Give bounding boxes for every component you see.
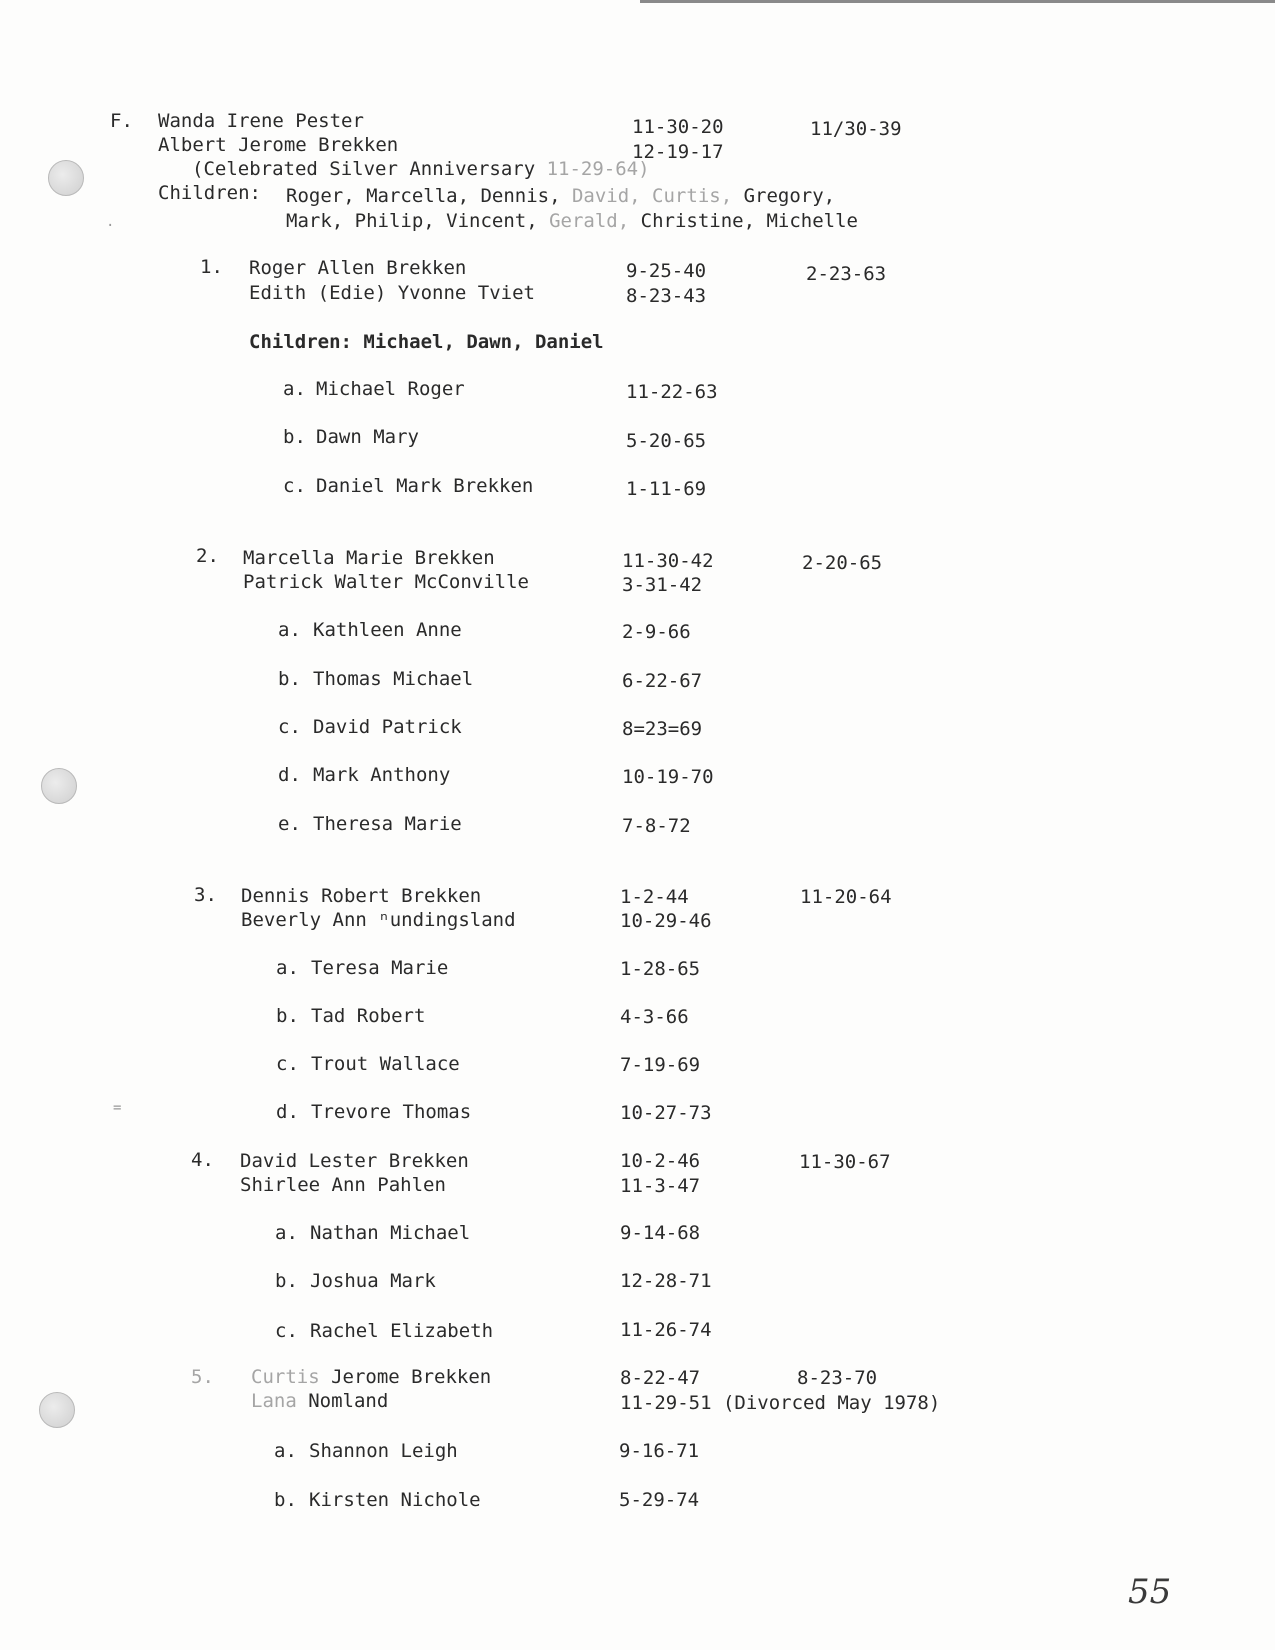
punch-hole	[41, 768, 77, 804]
family-number: 5.	[191, 1366, 214, 1388]
child-name: Rachel Elizabeth	[310, 1320, 494, 1342]
child-birth-date: 10-27-73	[620, 1102, 712, 1124]
stray-mark: =	[113, 1100, 122, 1116]
child-letter: c.	[275, 1320, 298, 1342]
child-birth-date: 10-19-70	[622, 766, 714, 788]
child-letter: a.	[283, 378, 306, 400]
child-letter: b.	[283, 426, 306, 448]
spouse-name: Edith (Edie) Yvonne Tviet	[249, 282, 535, 304]
children-line: Children: Michael, Dawn, Daniel	[249, 331, 604, 353]
child-name: Kathleen Anne	[313, 619, 462, 641]
spouse-name: Albert Jerome Brekken	[158, 134, 399, 156]
child-birth-date: 12-28-71	[620, 1270, 712, 1292]
birth-date: 9-25-40	[626, 260, 707, 282]
marriage-date: 8-23-70	[797, 1367, 878, 1389]
children-label: Children:	[158, 182, 261, 204]
child-birth-date: 9-16-71	[619, 1440, 700, 1462]
child-letter: b.	[276, 1005, 299, 1027]
birth-date: 8-23-43	[626, 285, 707, 307]
child-birth-date: 7-19-69	[620, 1054, 701, 1076]
child-name: Thomas Michael	[313, 668, 474, 690]
person-name: Wanda Irene Pester	[158, 110, 364, 132]
section-letter: F.	[110, 110, 133, 132]
child-birth-date: 7-8-72	[622, 815, 691, 837]
person-name: Dennis Robert Brekken	[241, 885, 482, 907]
child-name: Dawn Mary	[316, 426, 419, 448]
child-letter: b.	[278, 668, 301, 690]
child-birth-date: 11-26-74	[620, 1319, 712, 1341]
family-number: 1.	[200, 256, 223, 278]
child-birth-date: 1-28-65	[620, 958, 701, 980]
birth-date: 11-30-20	[632, 116, 724, 138]
child-birth-date: 9-14-68	[620, 1222, 701, 1244]
family-number: 2.	[196, 545, 219, 567]
child-letter: b.	[275, 1270, 298, 1292]
marriage-date: 11-30-67	[799, 1151, 891, 1173]
child-birth-date: 11-22-63	[626, 381, 718, 403]
child-letter: a.	[275, 1222, 298, 1244]
child-letter: b.	[274, 1489, 297, 1511]
family-number: 4.	[191, 1149, 214, 1171]
person-name: Marcella Marie Brekken	[243, 547, 495, 569]
child-letter: a.	[278, 619, 301, 641]
child-name: Shannon Leigh	[309, 1440, 458, 1462]
stray-mark: ·	[106, 218, 115, 234]
children-list-line1: Roger, Marcella, Dennis, David, Curtis, Gregory,	[286, 185, 836, 207]
child-name: Joshua Mark	[310, 1270, 436, 1292]
marriage-date: 2-20-65	[802, 552, 883, 574]
child-name: Mark Anthony	[313, 764, 451, 786]
children-list-line2: Mark, Philip, Vincent, Gerald, Christine, Michelle	[286, 210, 858, 232]
birth-date: 3-31-42	[622, 574, 703, 596]
birth-date: 11-29-51 (Divorced May 1978)	[620, 1392, 941, 1414]
punch-hole	[39, 1392, 75, 1428]
child-name: Theresa Marie	[313, 813, 462, 835]
child-birth-date: 2-9-66	[622, 621, 691, 643]
child-name: Kirsten Nichole	[309, 1489, 481, 1511]
birth-date: 12-19-17	[632, 141, 724, 163]
child-name: Daniel Mark Brekken	[316, 475, 534, 497]
page-number: 55	[1128, 1572, 1172, 1612]
marriage-date: 11-20-64	[800, 886, 892, 908]
birth-date: 11-3-47	[620, 1175, 701, 1197]
child-birth-date: 6-22-67	[622, 670, 703, 692]
child-letter: a.	[274, 1440, 297, 1462]
divorce-note: (Divorced May 1978)	[722, 1392, 941, 1414]
child-letter: d.	[278, 764, 301, 786]
child-letter: c.	[283, 475, 306, 497]
child-letter: d.	[276, 1101, 299, 1123]
birth-date: 1-2-44	[620, 886, 689, 908]
birth-date: 11-30-42	[622, 550, 714, 572]
child-letter: a.	[276, 957, 299, 979]
anniversary-note: (Celebrated Silver Anniversary 11-29-64)	[192, 158, 650, 180]
marriage-date: 2-23-63	[806, 263, 887, 285]
child-birth-date: 5-20-65	[626, 430, 707, 452]
child-name: Michael Roger	[316, 378, 465, 400]
marriage-date: 11/30-39	[810, 118, 902, 140]
child-letter: e.	[278, 813, 301, 835]
child-letter: c.	[276, 1053, 299, 1075]
punch-hole	[48, 160, 84, 196]
child-letter: c.	[278, 716, 301, 738]
person-name: David Lester Brekken	[240, 1150, 469, 1172]
spouse-name: Lana Nomland	[251, 1390, 389, 1412]
birth-date: 10-29-46	[620, 910, 712, 932]
child-birth-date: 5-29-74	[619, 1489, 700, 1511]
spouse-name: Patrick Walter McConville	[243, 571, 529, 593]
child-name: Teresa Marie	[311, 957, 449, 979]
child-name: Trout Wallace	[311, 1053, 460, 1075]
spouse-name: Beverly Ann ⁿundingsland	[241, 909, 516, 931]
page-top-edge	[640, 0, 1275, 3]
child-name: Nathan Michael	[310, 1222, 471, 1244]
child-name: Trevore Thomas	[311, 1101, 472, 1123]
child-birth-date: 8=23=69	[622, 718, 703, 740]
child-birth-date: 1-11-69	[626, 478, 707, 500]
family-number: 3.	[194, 884, 217, 906]
birth-date: 10-2-46	[620, 1150, 701, 1172]
child-name: David Patrick	[313, 716, 462, 738]
spouse-name: Shirlee Ann Pahlen	[240, 1174, 446, 1196]
person-name: Roger Allen Brekken	[249, 257, 467, 279]
birth-date: 8-22-47	[620, 1367, 701, 1389]
child-birth-date: 4-3-66	[620, 1006, 689, 1028]
person-name: Curtis Jerome Brekken	[251, 1366, 492, 1388]
child-name: Tad Robert	[311, 1005, 426, 1027]
